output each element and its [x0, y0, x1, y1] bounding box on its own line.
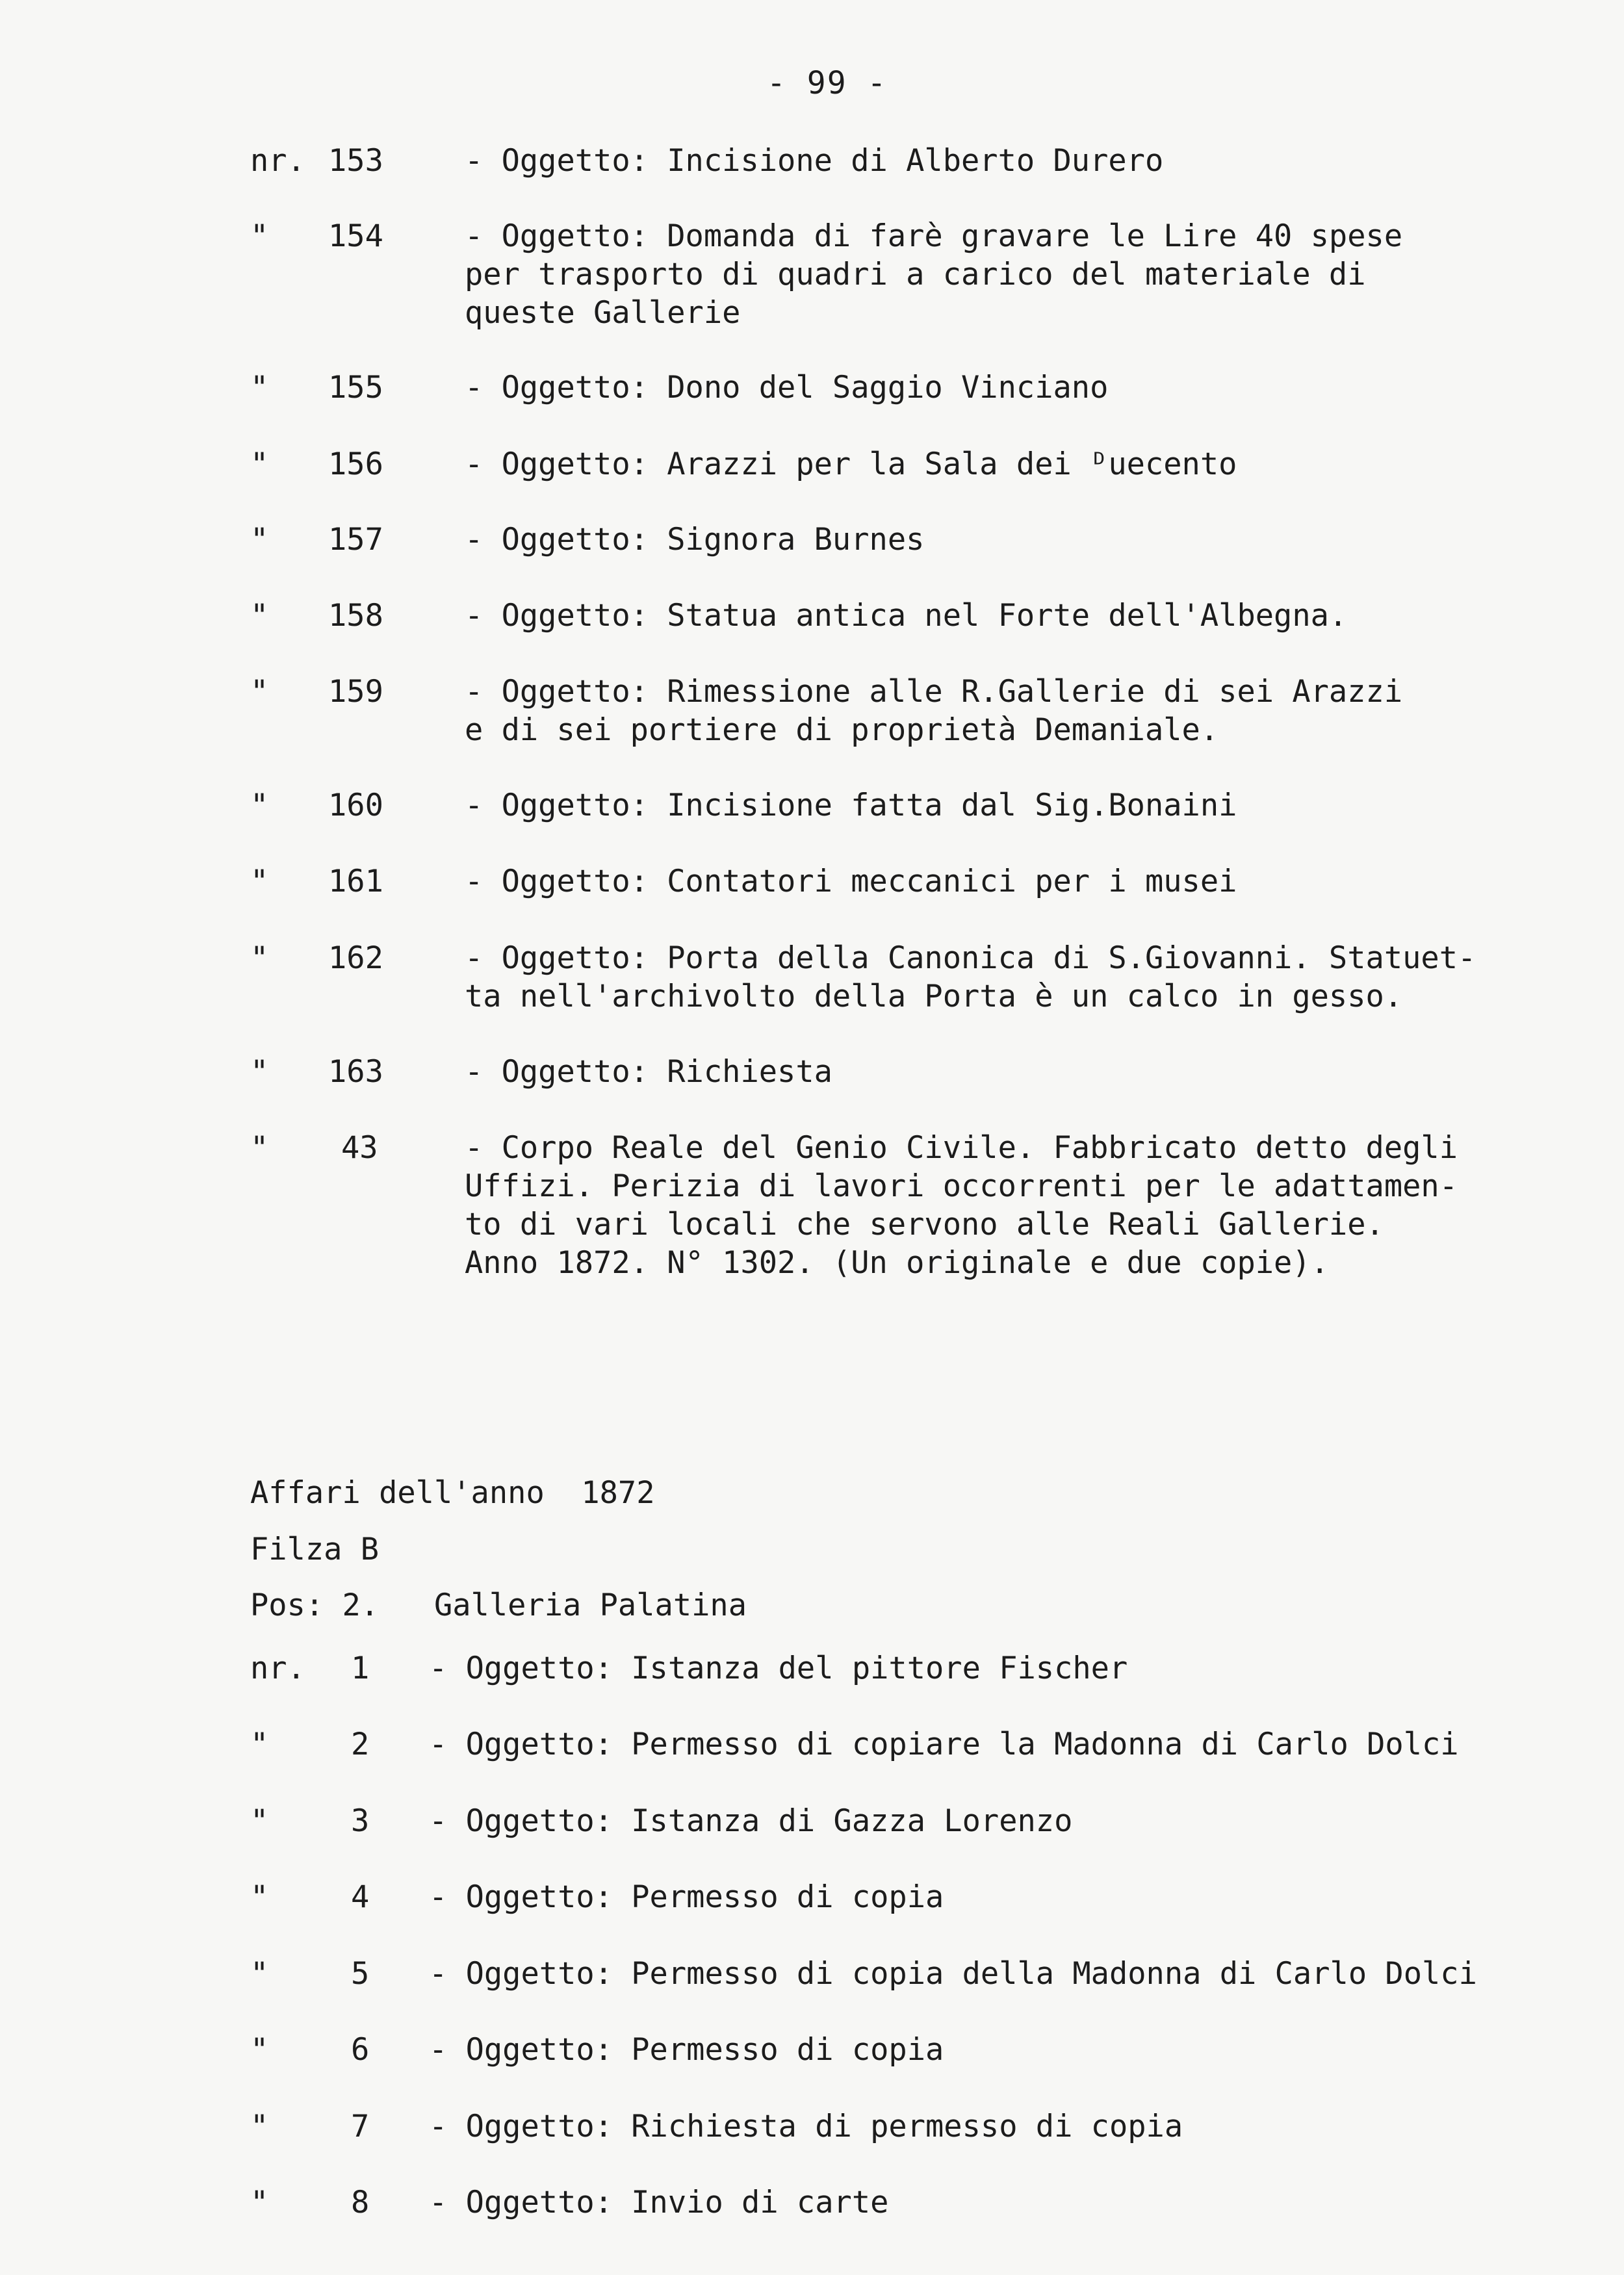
- entry-text: - Oggetto: Istanza del pittore Fischer: [429, 1651, 1128, 1686]
- entry-number: 6: [351, 2032, 370, 2068]
- entry-text: - Corpo Reale del Genio Civile. Fabbricato detto degli Uffizi. Perizia di lavori occorrenti per le adattamen- to di vari locali che servono alle Reali Gallerie. Anno 1872. N° 1302. (Un originale e due copie).: [465, 1130, 1458, 1281]
- entry-number: 5: [351, 1956, 370, 1992]
- entry-number: 155: [328, 370, 383, 405]
- entry-prefix: ": [250, 940, 269, 976]
- entry-text: - Oggetto: Permesso di copia della Madonna di Carlo Dolci: [429, 1956, 1477, 1992]
- entry-number: 1: [351, 1651, 370, 1686]
- entry-text: - Oggetto: Permesso di copiare la Madonna di Carlo Dolci: [429, 1727, 1459, 1762]
- entry-prefix: ": [250, 218, 269, 254]
- entry-prefix: ": [250, 1879, 269, 1915]
- entry-text: - Oggetto: Arazzi per la Sala dei ᴰuecento: [465, 446, 1237, 482]
- entry-number: 160: [328, 788, 383, 823]
- section-year-heading: Affari dell'anno 1872: [250, 1475, 655, 1511]
- entry-text: - Oggetto: Rimessione alle R.Gallerie di sei Arazzi e di sei portiere di proprietà Demaniale.: [465, 674, 1403, 748]
- entry-prefix: ": [250, 522, 269, 558]
- entry-number: 162: [328, 940, 383, 976]
- entry-number: 161: [328, 864, 383, 899]
- entry-prefix: ": [250, 1054, 269, 1090]
- entry-prefix: ": [250, 674, 269, 710]
- entry-prefix: ": [250, 2109, 269, 2144]
- entry-text: - Oggetto: Permesso di copia: [429, 1879, 944, 1915]
- entry-text: - Oggetto: Istanza di Gazza Lorenzo: [429, 1803, 1073, 1839]
- entry-number: 154: [328, 218, 383, 254]
- page-number: - 99 -: [767, 65, 888, 101]
- entry-prefix: ": [250, 788, 269, 823]
- entry-prefix: ": [250, 446, 269, 482]
- entry-number: 156: [328, 446, 383, 482]
- entry-number: 153: [328, 143, 383, 179]
- entry-prefix: ": [250, 1727, 269, 1762]
- entry-prefix: ": [250, 598, 269, 634]
- section-position: Pos: 2. Galleria Palatina: [250, 1587, 747, 1623]
- entry-prefix: nr.: [250, 1651, 305, 1686]
- entry-prefix: ": [250, 1803, 269, 1839]
- entry-prefix: ": [250, 1956, 269, 1992]
- entry-prefix: nr.: [250, 143, 305, 179]
- entry-number: 159: [328, 674, 383, 710]
- entry-number: 2: [351, 1727, 370, 1762]
- entry-prefix: ": [250, 1130, 269, 1166]
- entry-number: 4: [351, 1879, 370, 1915]
- entry-text: - Oggetto: Invio di carte: [429, 2185, 889, 2220]
- entry-text: - Oggetto: Signora Burnes: [465, 522, 925, 558]
- entry-text: - Oggetto: Statua antica nel Forte dell'Albegna.: [465, 598, 1348, 634]
- entry-prefix: ": [250, 370, 269, 405]
- entry-number: 8: [351, 2185, 370, 2220]
- entry-text: - Oggetto: Incisione di Alberto Durero: [465, 143, 1164, 179]
- entry-number: 3: [351, 1803, 370, 1839]
- entry-text: - Oggetto: Dono del Saggio Vinciano: [465, 370, 1109, 405]
- entry-prefix: ": [250, 2185, 269, 2220]
- entry-number: 163: [328, 1054, 383, 1090]
- entry-text: - Oggetto: Richiesta: [465, 1054, 832, 1090]
- entry-prefix: ": [250, 2032, 269, 2068]
- section-filza: Filza B: [250, 1532, 380, 1567]
- entry-text: - Oggetto: Porta della Canonica di S.Giovanni. Statuet- ta nell'archivolto della Porta è un calco in gesso.: [465, 940, 1476, 1014]
- entry-number: 157: [328, 522, 383, 558]
- entry-text: - Oggetto: Domanda di farè gravare le Lire 40 spese per trasporto di quadri a carico del materiale di queste Gallerie: [465, 218, 1403, 331]
- entry-text: - Oggetto: Richiesta di permesso di copia: [429, 2109, 1183, 2144]
- entry-number: 7: [351, 2109, 370, 2144]
- entry-number: 158: [328, 598, 383, 634]
- entry-text: - Oggetto: Contatori meccanici per i musei: [465, 864, 1237, 899]
- entry-prefix: ": [250, 864, 269, 899]
- entry-text: - Oggetto: Permesso di copia: [429, 2032, 944, 2068]
- entry-text: - Oggetto: Incisione fatta dal Sig.Bonaini: [465, 788, 1237, 823]
- entry-number: 43: [341, 1130, 378, 1166]
